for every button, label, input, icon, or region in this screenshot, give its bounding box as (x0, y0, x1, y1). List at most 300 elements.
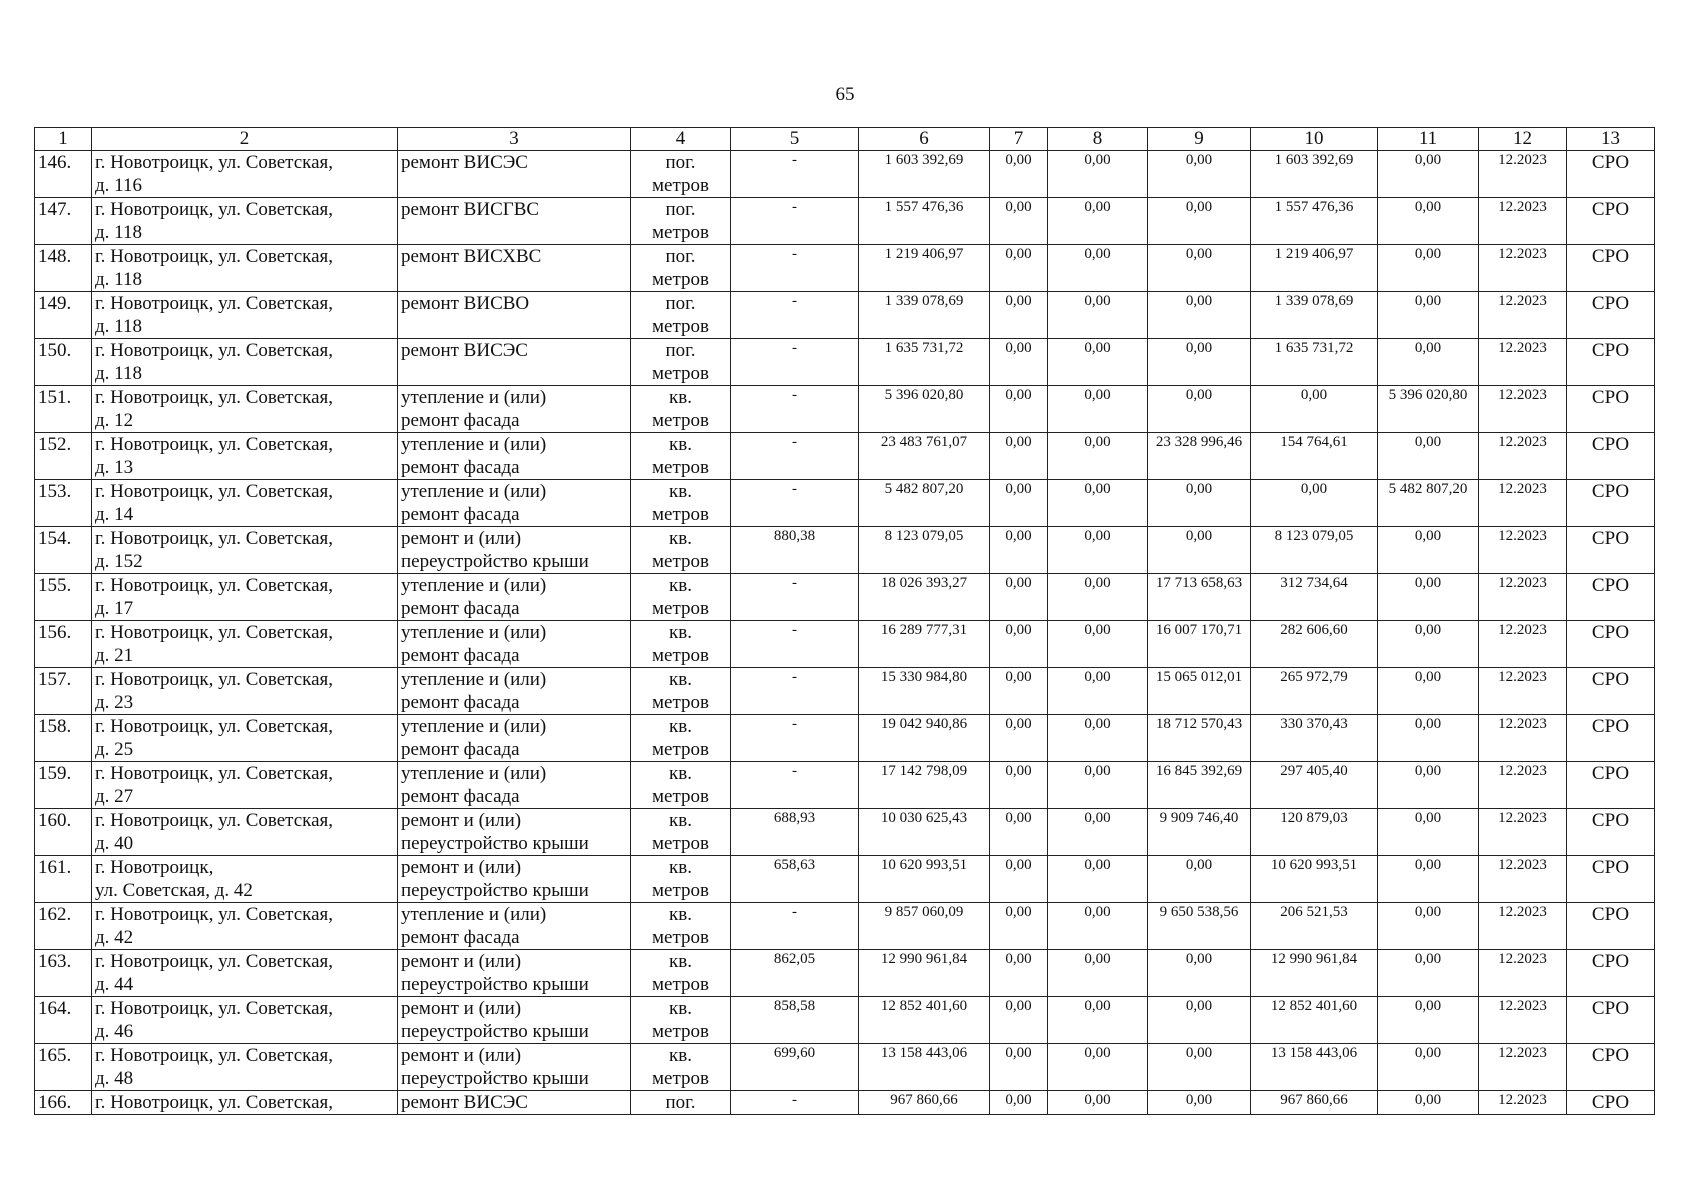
address-cell-line: г. Новотроицк, ул. Советская, (95, 904, 334, 925)
work-type-cell-line: ремонт ВИСГВС (401, 199, 540, 220)
unit-cell-line: метров (652, 1068, 709, 1089)
unit-cell-line: метров (652, 786, 709, 807)
volume-cell (731, 715, 859, 762)
total-cost-cell (859, 245, 990, 292)
volume-cell-line: - (792, 434, 797, 450)
volume-cell (731, 151, 859, 198)
fund-7-cell-line: 0,00 (1005, 810, 1032, 826)
method-cell (1567, 292, 1655, 339)
fund-7-cell (990, 809, 1048, 856)
fund-10-cell-line: 0,00 (1300, 387, 1328, 403)
unit-cell-line: метров (652, 1021, 709, 1042)
unit-cell-line: метров (652, 551, 709, 572)
row-number-cell-line: 154. (38, 528, 72, 549)
total-cost-cell (859, 950, 990, 997)
total-cost-cell (859, 198, 990, 245)
work-type-cell-line: ремонт и (или) (401, 1045, 522, 1066)
row-number-cell (35, 527, 92, 574)
row-number-cell (35, 856, 92, 903)
row-number-cell (35, 574, 92, 621)
fund-10-cell-line: 10 620 993,51 (1270, 857, 1358, 873)
address-cell-line: г. Новотроицк, ул. Советская, (95, 669, 334, 690)
fund-11-cell (1378, 574, 1479, 621)
total-cost-cell (859, 292, 990, 339)
address-cell (92, 574, 398, 621)
unit-cell (631, 997, 731, 1044)
method-cell-line: СРО (1591, 575, 1630, 596)
fund-11-cell-line: 0,00 (1414, 716, 1442, 732)
fund-11-cell (1378, 527, 1479, 574)
total-cost-cell-line: 16 289 777,31 (880, 622, 968, 638)
address-cell-line: д. 152 (95, 551, 143, 572)
work-type-cell-line: ремонт фасада (401, 457, 520, 478)
table-row (35, 151, 1655, 198)
work-type-cell-line: утепление и (или) (401, 763, 547, 784)
table-row (35, 715, 1655, 762)
address-cell-line: д. 13 (95, 457, 134, 478)
total-cost-cell (859, 339, 990, 386)
deadline-cell-line: 12.2023 (1498, 340, 1547, 356)
fund-11-cell (1378, 292, 1479, 339)
fund-8-cell-line: 0,00 (1084, 246, 1111, 262)
address-cell-line: ул. Советская, д. 42 (95, 880, 253, 901)
unit-cell (631, 527, 731, 574)
fund-9-cell (1148, 997, 1251, 1044)
unit-cell-line: кв. (669, 763, 692, 784)
method-cell (1567, 997, 1655, 1044)
unit-cell-line: метров (652, 457, 709, 478)
row-number-cell (35, 433, 92, 480)
method-cell-line: СРО (1591, 622, 1630, 643)
fund-11-cell (1378, 198, 1479, 245)
fund-8-cell-line: 0,00 (1084, 575, 1111, 591)
row-number-cell-line: 153. (38, 481, 72, 502)
fund-10-cell (1251, 198, 1378, 245)
volume-cell-line: 858,58 (773, 998, 816, 1014)
work-type-cell-line: переустройство крыши (401, 880, 589, 901)
work-type-cell-line: утепление и (или) (401, 904, 547, 925)
column-header: 9 (1148, 128, 1251, 151)
deadline-cell (1479, 621, 1567, 668)
unit-cell (631, 621, 731, 668)
address-cell-line: г. Новотроицк, ул. Советская, (95, 293, 334, 314)
work-type-cell (398, 245, 631, 292)
total-cost-cell-line: 5 482 807,20 (884, 481, 964, 497)
address-cell-line: д. 27 (95, 786, 134, 807)
method-cell-line: СРО (1591, 481, 1630, 502)
method-cell (1567, 198, 1655, 245)
total-cost-cell-line: 1 339 078,69 (884, 293, 964, 309)
fund-7-cell (990, 292, 1048, 339)
deadline-cell-line: 12.2023 (1498, 904, 1547, 920)
fund-8-cell (1048, 245, 1148, 292)
fund-9-cell-line: 16 845 392,69 (1155, 763, 1243, 779)
deadline-cell (1479, 762, 1567, 809)
work-type-cell-line: ремонт и (или) (401, 857, 522, 878)
address-cell-line: д. 118 (95, 222, 142, 243)
work-type-cell (398, 1091, 631, 1115)
volume-cell-line: - (792, 763, 797, 779)
method-cell (1567, 527, 1655, 574)
fund-7-cell-line: 0,00 (1005, 951, 1032, 967)
total-cost-cell-line: 13 158 443,06 (880, 1045, 968, 1061)
address-cell-line: д. 46 (95, 1021, 134, 1042)
table-row (35, 1091, 1655, 1115)
row-number-cell (35, 950, 92, 997)
work-type-cell-line: утепление и (или) (401, 716, 547, 737)
table-row (35, 809, 1655, 856)
volume-cell-line: - (792, 1092, 797, 1108)
fund-8-cell-line: 0,00 (1084, 622, 1111, 638)
unit-cell-line: кв. (669, 669, 692, 690)
fund-9-cell-line: 9 650 538,56 (1159, 904, 1239, 920)
fund-9-cell (1148, 151, 1251, 198)
fund-8-cell-line: 0,00 (1084, 1092, 1111, 1108)
fund-11-cell-line: 0,00 (1414, 810, 1442, 826)
column-header: 5 (731, 128, 859, 151)
row-number-cell-line: 161. (38, 857, 72, 878)
deadline-cell-line: 12.2023 (1498, 293, 1547, 309)
fund-7-cell-line: 0,00 (1005, 763, 1032, 779)
fund-7-cell-line: 0,00 (1005, 575, 1032, 591)
deadline-cell-line: 12.2023 (1498, 998, 1547, 1014)
fund-11-cell-line: 0,00 (1414, 528, 1442, 544)
address-cell-line: д. 17 (95, 598, 134, 619)
fund-10-cell (1251, 621, 1378, 668)
deadline-cell (1479, 245, 1567, 292)
deadline-cell-line: 12.2023 (1498, 575, 1547, 591)
fund-11-cell (1378, 950, 1479, 997)
deadline-cell-line: 12.2023 (1498, 763, 1547, 779)
work-type-cell-line: утепление и (или) (401, 481, 547, 502)
fund-8-cell (1048, 386, 1148, 433)
address-cell-line: г. Новотроицк, ул. Советская, (95, 152, 334, 173)
fund-8-cell (1048, 1091, 1148, 1115)
table-row (35, 856, 1655, 903)
method-cell (1567, 668, 1655, 715)
work-type-cell-line: ремонт и (или) (401, 951, 522, 972)
total-cost-cell-line: 9 857 060,09 (884, 904, 964, 920)
table-row (35, 903, 1655, 950)
fund-8-cell-line: 0,00 (1084, 387, 1111, 403)
address-cell (92, 1091, 398, 1115)
table-row (35, 480, 1655, 527)
fund-9-cell-line: 17 713 658,63 (1155, 575, 1243, 591)
fund-11-cell-line: 0,00 (1414, 434, 1442, 450)
volume-cell-line: - (792, 575, 797, 591)
method-cell (1567, 762, 1655, 809)
column-header: 1 (35, 128, 92, 151)
deadline-cell-line: 12.2023 (1498, 246, 1547, 262)
fund-7-cell (990, 856, 1048, 903)
fund-9-cell-line: 0,00 (1185, 481, 1213, 497)
unit-cell (631, 245, 731, 292)
fund-10-cell-line: 312 734,64 (1280, 575, 1348, 591)
fund-7-cell (990, 950, 1048, 997)
fund-11-cell (1378, 715, 1479, 762)
work-type-cell-line: ремонт фасада (401, 645, 520, 666)
fund-7-cell-line: 0,00 (1005, 1045, 1032, 1061)
row-number-cell-line: 163. (38, 951, 72, 972)
unit-cell-line: метров (652, 692, 709, 713)
unit-cell (631, 715, 731, 762)
address-cell (92, 527, 398, 574)
unit-cell (631, 1091, 731, 1115)
fund-9-cell (1148, 668, 1251, 715)
method-cell (1567, 339, 1655, 386)
volume-cell (731, 809, 859, 856)
fund-7-cell (990, 245, 1048, 292)
fund-11-cell (1378, 1044, 1479, 1091)
fund-8-cell (1048, 715, 1148, 762)
work-type-cell (398, 292, 631, 339)
address-cell-line: г. Новотроицк, ул. Советская, (95, 998, 334, 1019)
fund-7-cell-line: 0,00 (1005, 904, 1032, 920)
method-cell-line: СРО (1591, 246, 1630, 267)
fund-9-cell-line: 0,00 (1185, 293, 1213, 309)
work-type-cell-line: ремонт ВИСХВС (401, 246, 542, 267)
column-header: 8 (1048, 128, 1148, 151)
address-cell-line: д. 118 (95, 316, 142, 337)
fund-8-cell (1048, 1044, 1148, 1091)
address-cell-line: д. 118 (95, 269, 142, 290)
volume-cell (731, 574, 859, 621)
table-row (35, 386, 1655, 433)
volume-cell (731, 386, 859, 433)
deadline-cell-line: 12.2023 (1498, 810, 1547, 826)
row-number-cell-line: 157. (38, 669, 72, 690)
fund-9-cell-line: 0,00 (1185, 528, 1213, 544)
fund-7-cell-line: 0,00 (1005, 528, 1032, 544)
fund-9-cell-line: 0,00 (1185, 199, 1213, 215)
volume-cell-line: - (792, 481, 797, 497)
fund-11-cell-line: 0,00 (1414, 293, 1442, 309)
fund-9-cell (1148, 762, 1251, 809)
work-type-cell-line: ремонт и (или) (401, 528, 522, 549)
unit-cell-line: пог. (665, 1092, 696, 1113)
fund-7-cell-line: 0,00 (1005, 387, 1032, 403)
work-type-cell (398, 715, 631, 762)
method-cell-line: СРО (1591, 434, 1630, 455)
fund-11-cell-line: 0,00 (1414, 575, 1442, 591)
table-row (35, 762, 1655, 809)
column-header: 3 (398, 128, 631, 151)
unit-cell-line: кв. (669, 904, 692, 925)
method-cell-line: СРО (1591, 951, 1630, 972)
total-cost-cell-line: 10 030 625,43 (880, 810, 968, 826)
fund-10-cell (1251, 527, 1378, 574)
row-number-cell-line: 150. (38, 340, 72, 361)
fund-11-cell (1378, 433, 1479, 480)
fund-10-cell-line: 206 521,53 (1280, 904, 1348, 920)
address-cell (92, 292, 398, 339)
table-row (35, 433, 1655, 480)
method-cell-line: СРО (1591, 340, 1630, 361)
total-cost-cell (859, 574, 990, 621)
address-cell-line: г. Новотроицк, ул. Советская, (95, 387, 334, 408)
method-cell-line: СРО (1591, 1092, 1630, 1113)
column-header: 10 (1251, 128, 1378, 151)
unit-cell-line: метров (652, 974, 709, 995)
unit-cell-line: метров (652, 645, 709, 666)
unit-cell-line: метров (652, 410, 709, 431)
work-type-cell-line: ремонт ВИСЭС (401, 1092, 528, 1113)
address-cell-line: г. Новотроицк, ул. Советская, (95, 810, 334, 831)
total-cost-cell (859, 480, 990, 527)
fund-9-cell-line: 0,00 (1185, 246, 1213, 262)
deadline-cell-line: 12.2023 (1498, 951, 1547, 967)
fund-11-cell-line: 0,00 (1414, 199, 1442, 215)
unit-cell (631, 433, 731, 480)
row-number-cell-line: 159. (38, 763, 72, 784)
work-type-cell-line: утепление и (или) (401, 434, 547, 455)
fund-7-cell (990, 1091, 1048, 1115)
fund-10-cell (1251, 433, 1378, 480)
volume-cell-line: 880,38 (773, 528, 816, 544)
work-type-cell (398, 903, 631, 950)
deadline-cell (1479, 292, 1567, 339)
method-cell (1567, 950, 1655, 997)
fund-8-cell (1048, 762, 1148, 809)
work-type-cell-line: утепление и (или) (401, 575, 547, 596)
table-row (35, 997, 1655, 1044)
fund-7-cell-line: 0,00 (1005, 716, 1032, 732)
fund-10-cell (1251, 856, 1378, 903)
unit-cell (631, 856, 731, 903)
row-number-cell (35, 1044, 92, 1091)
fund-7-cell (990, 715, 1048, 762)
fund-7-cell-line: 0,00 (1005, 152, 1032, 168)
row-number-cell (35, 903, 92, 950)
deadline-cell-line: 12.2023 (1498, 481, 1547, 497)
fund-11-cell (1378, 903, 1479, 950)
unit-cell-line: кв. (669, 434, 692, 455)
work-type-cell-line: ремонт фасада (401, 739, 520, 760)
address-cell (92, 668, 398, 715)
unit-cell-line: метров (652, 927, 709, 948)
deadline-cell-line: 12.2023 (1498, 1092, 1547, 1108)
fund-11-cell-line: 0,00 (1414, 669, 1442, 685)
fund-9-cell (1148, 1091, 1251, 1115)
volume-cell-line: 688,93 (773, 810, 816, 826)
deadline-cell (1479, 856, 1567, 903)
fund-9-cell-line: 0,00 (1185, 340, 1213, 356)
total-cost-cell (859, 997, 990, 1044)
deadline-cell-line: 12.2023 (1498, 716, 1547, 732)
fund-8-cell (1048, 339, 1148, 386)
fund-8-cell-line: 0,00 (1084, 716, 1111, 732)
fund-11-cell (1378, 245, 1479, 292)
unit-cell-line: кв. (669, 951, 692, 972)
fund-7-cell (990, 198, 1048, 245)
address-cell (92, 339, 398, 386)
unit-cell-line: пог. (665, 152, 696, 173)
column-header: 6 (859, 128, 990, 151)
fund-11-cell-line: 0,00 (1414, 857, 1442, 873)
fund-11-cell-line: 0,00 (1414, 951, 1442, 967)
unit-cell (631, 480, 731, 527)
unit-cell-line: пог. (665, 340, 696, 361)
work-type-cell-line: ремонт фасада (401, 598, 520, 619)
fund-8-cell-line: 0,00 (1084, 951, 1111, 967)
unit-cell-line: метров (652, 363, 709, 384)
unit-cell (631, 198, 731, 245)
total-cost-cell-line: 19 042 940,86 (880, 716, 968, 732)
address-cell-line: г. Новотроицк, ул. Советская, (95, 951, 334, 972)
deadline-cell (1479, 1044, 1567, 1091)
table-row (35, 668, 1655, 715)
total-cost-cell (859, 668, 990, 715)
volume-cell (731, 245, 859, 292)
fund-7-cell (990, 997, 1048, 1044)
address-cell (92, 198, 398, 245)
row-number-cell (35, 339, 92, 386)
fund-7-cell-line: 0,00 (1005, 293, 1032, 309)
table-row (35, 292, 1655, 339)
work-type-cell-line: утепление и (или) (401, 669, 547, 690)
fund-8-cell-line: 0,00 (1084, 528, 1111, 544)
address-cell-line: д. 44 (95, 974, 134, 995)
work-type-cell-line: переустройство крыши (401, 551, 589, 572)
deadline-cell (1479, 574, 1567, 621)
total-cost-cell (859, 809, 990, 856)
work-type-cell-line: переустройство крыши (401, 1021, 589, 1042)
work-type-cell (398, 151, 631, 198)
fund-7-cell-line: 0,00 (1005, 246, 1032, 262)
deadline-cell-line: 12.2023 (1498, 199, 1547, 215)
unit-cell (631, 151, 731, 198)
fund-8-cell (1048, 856, 1148, 903)
unit-cell-line: кв. (669, 716, 692, 737)
deadline-cell-line: 12.2023 (1498, 1045, 1547, 1061)
address-cell (92, 809, 398, 856)
work-type-cell (398, 574, 631, 621)
unit-cell-line: метров (652, 222, 709, 243)
deadline-cell-line: 12.2023 (1498, 152, 1547, 168)
address-cell (92, 715, 398, 762)
table-row (35, 621, 1655, 668)
deadline-cell-line: 12.2023 (1498, 622, 1547, 638)
unit-cell-line: метров (652, 598, 709, 619)
address-cell (92, 903, 398, 950)
fund-10-cell-line: 154 764,61 (1280, 434, 1348, 450)
fund-8-cell-line: 0,00 (1084, 857, 1111, 873)
address-cell-line: д. 118 (95, 363, 142, 384)
table-row (35, 574, 1655, 621)
total-cost-cell (859, 433, 990, 480)
table-row (35, 527, 1655, 574)
deadline-cell-line: 12.2023 (1498, 857, 1547, 873)
row-number-cell-line: 147. (38, 199, 72, 220)
volume-cell (731, 997, 859, 1044)
fund-10-cell-line: 120 879,03 (1280, 810, 1348, 826)
row-number-cell (35, 621, 92, 668)
method-cell-line: СРО (1591, 293, 1630, 314)
fund-7-cell (990, 339, 1048, 386)
method-cell-line: СРО (1591, 528, 1630, 549)
address-cell-line: г. Новотроицк, ул. Советская, (95, 434, 334, 455)
fund-10-cell-line: 1 557 476,36 (1274, 199, 1354, 215)
work-type-cell (398, 950, 631, 997)
volume-cell (731, 1091, 859, 1115)
method-cell-line: СРО (1591, 998, 1630, 1019)
deadline-cell (1479, 950, 1567, 997)
address-cell-line: г. Новотроицк, ул. Советская, (95, 481, 334, 502)
address-cell (92, 151, 398, 198)
fund-9-cell (1148, 245, 1251, 292)
fund-10-cell-line: 297 405,40 (1280, 763, 1348, 779)
unit-cell-line: метров (652, 880, 709, 901)
